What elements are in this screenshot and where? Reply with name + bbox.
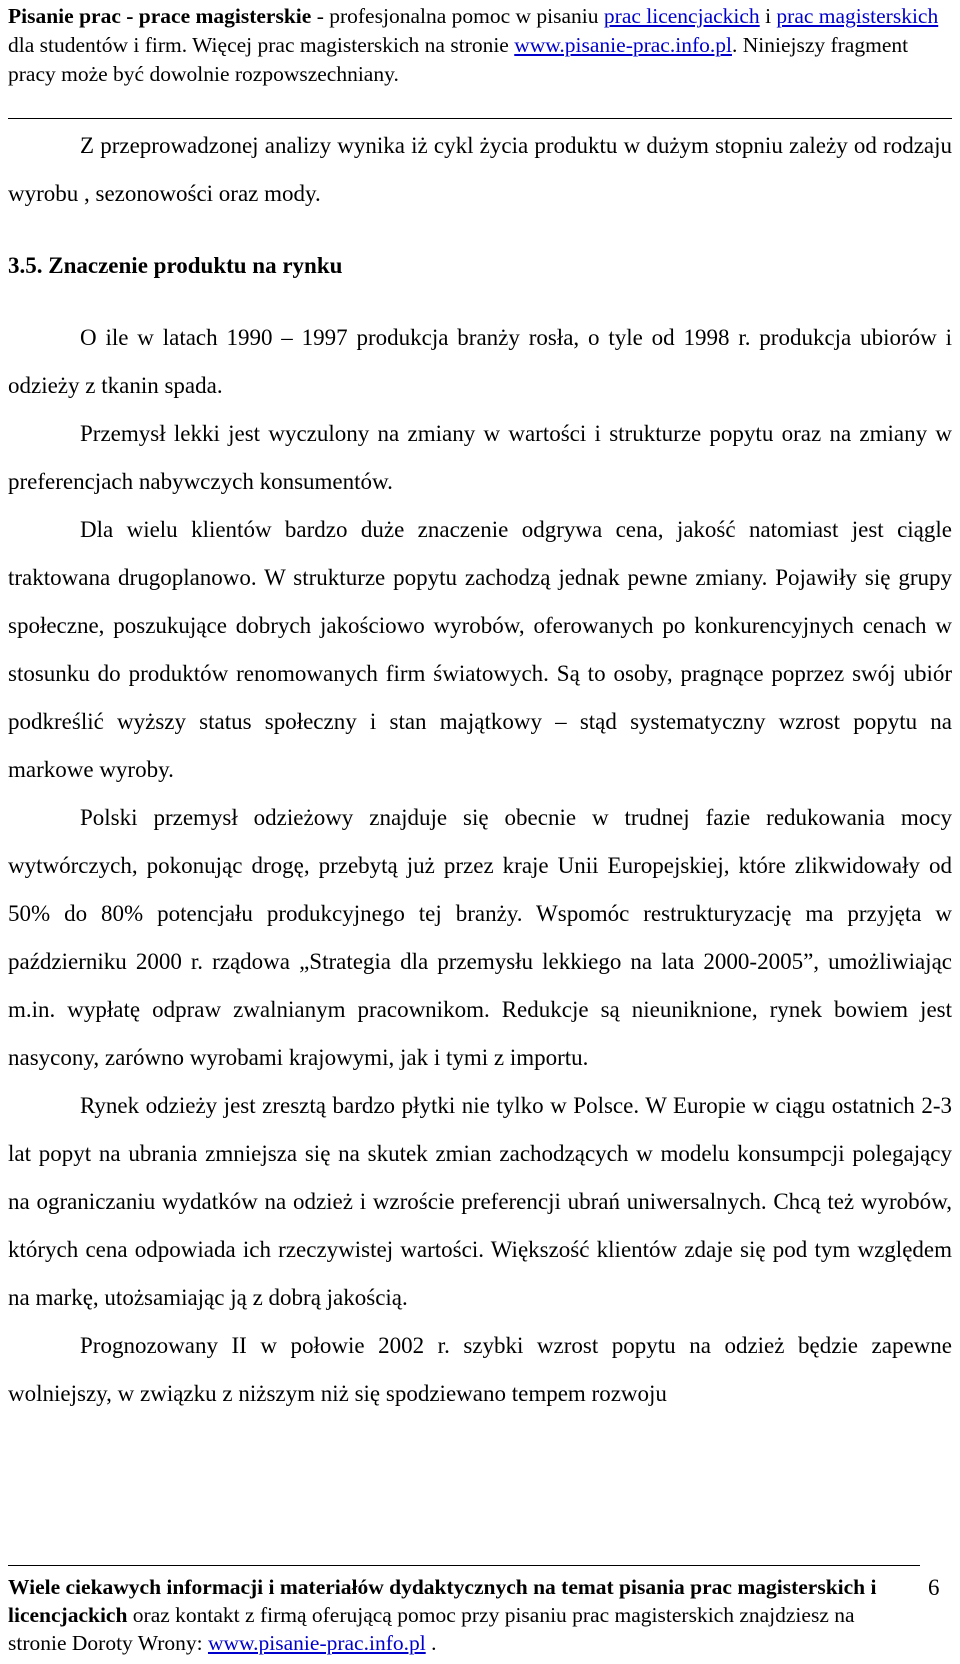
paragraph: Prognozowany II w połowie 2002 r. szybki wzrost popytu na odzież będzie zapewne wolniejszy, w związku z niższym niż się spodziewano tempem rozwoju [8,1333,952,1406]
link-prac-licencjackich[interactable]: prac licencjackich [603,4,760,28]
link-site-header[interactable]: www.pisanie-prac.info.pl [514,33,732,57]
footer-bold-text: Wiele ciekawych informacji i materiałów dydaktycznych na temat pisania prac magisterskich i licencjackich [8,1575,877,1627]
header-text: dla studentów i firm. Więcej prac magisterskich na stronie [8,33,515,57]
header-text: - profesjonalna pomoc w pisaniu [311,4,604,28]
footer-divider [8,1565,920,1566]
page-number: 6 [928,1575,940,1600]
paragraph: Polski przemysł odzieżowy znajduje się obecnie w trudnej fazie redukowania mocy wytwórczych, pokonując drogę, przebytą już przez kraje Unii Europejskiej, które zlikwidowały od 50% do 80% potencjału produkcyjnego tej branży. Wspomóc restrukturyzację ma przyjęta w październiku 2000 r. rządowa „Strategia dla przemysłu lekkiego na lata 2000-2005”, umożliwiając m.in. wypłatę odpraw zwalnianym pracownikom. Redukcje są nieuniknione, rynek bowiem jest nasycony, zarówno wyrobami krajowymi, jak i tymi z importu. [8,805,952,1070]
page-footer [8,1573,908,1657]
section-heading: 3.5. Znaczenie produktu na rynku [8,253,343,278]
spacer [8,218,952,242]
footer-text: . [425,1631,437,1655]
link-site-footer[interactable]: www.pisanie-prac.info.pl [207,1631,426,1655]
paragraph: Przemysł lekki jest wyczulony na zmiany w wartości i strukturze popytu oraz na zmiany w preferencjach nabywczych konsumentów. [8,421,952,494]
paragraph: O ile w latach 1990 – 1997 produkcja branży rosła, o tyle od 1998 r. produkcja ubiorów i odzieży z tkanin spada. [8,325,952,398]
header-text: . Niniejszy fragment pracy może być dowolnie rozpowszechniany. [8,33,909,86]
header-title: Pisanie prac - prace magisterskie [8,4,312,28]
footer-text: oraz kontakt z firmą oferującą pomoc przy pisaniu prac magisterskich znajdziesz na stronie Doroty Wrony: [8,1603,855,1655]
paragraph: Dla wielu klientów bardzo duże znaczenie odgrywa cena, jakość natomiast jest ciągle traktowana drugoplanowo. W strukturze popytu zachodzą jednak pewne zmiany. Pojawiły się grupy społeczne, poszukujące dobrych jakościowo wyrobów, oferowanych po konkurencyjnych cenach w stosunku do produktów renomowanych firm światowych. Są to osoby, pragnące poprzez swój ubiór podkreślić wyższy status społeczny i stan majątkowy – stąd systematyczny wzrost popytu na markowe wyroby. [8,517,952,782]
header-divider [8,118,952,119]
header-text: i [759,4,777,28]
page-header [8,2,952,89]
link-prac-magisterskich[interactable]: prac magisterskich [776,4,939,28]
paragraph: Rynek odzieży jest zresztą bardzo płytki nie tylko w Polsce. W Europie w ciągu ostatnich 2-3 lat popyt na ubrania zmniejsza się na skutek zmian zachodzących w modelu konsumpcji polegający na ograniczaniu wydatków na odzież i wzroście preferencji ubrań uniwersalnych. Chcą też wyrobów, których cena odpowiada ich rzeczywistej wartości. Większość klientów zdaje się pod tym względem na markę, utożsamiając ją z dobrą jakością. [8,1093,952,1310]
paragraph: Z przeprowadzonej analizy wynika iż cykl życia produktu w dużym stopniu zależy od rodzaju wyrobu , sezonowości oraz mody. [8,133,952,206]
spacer [8,290,952,314]
document-body [8,122,952,1418]
